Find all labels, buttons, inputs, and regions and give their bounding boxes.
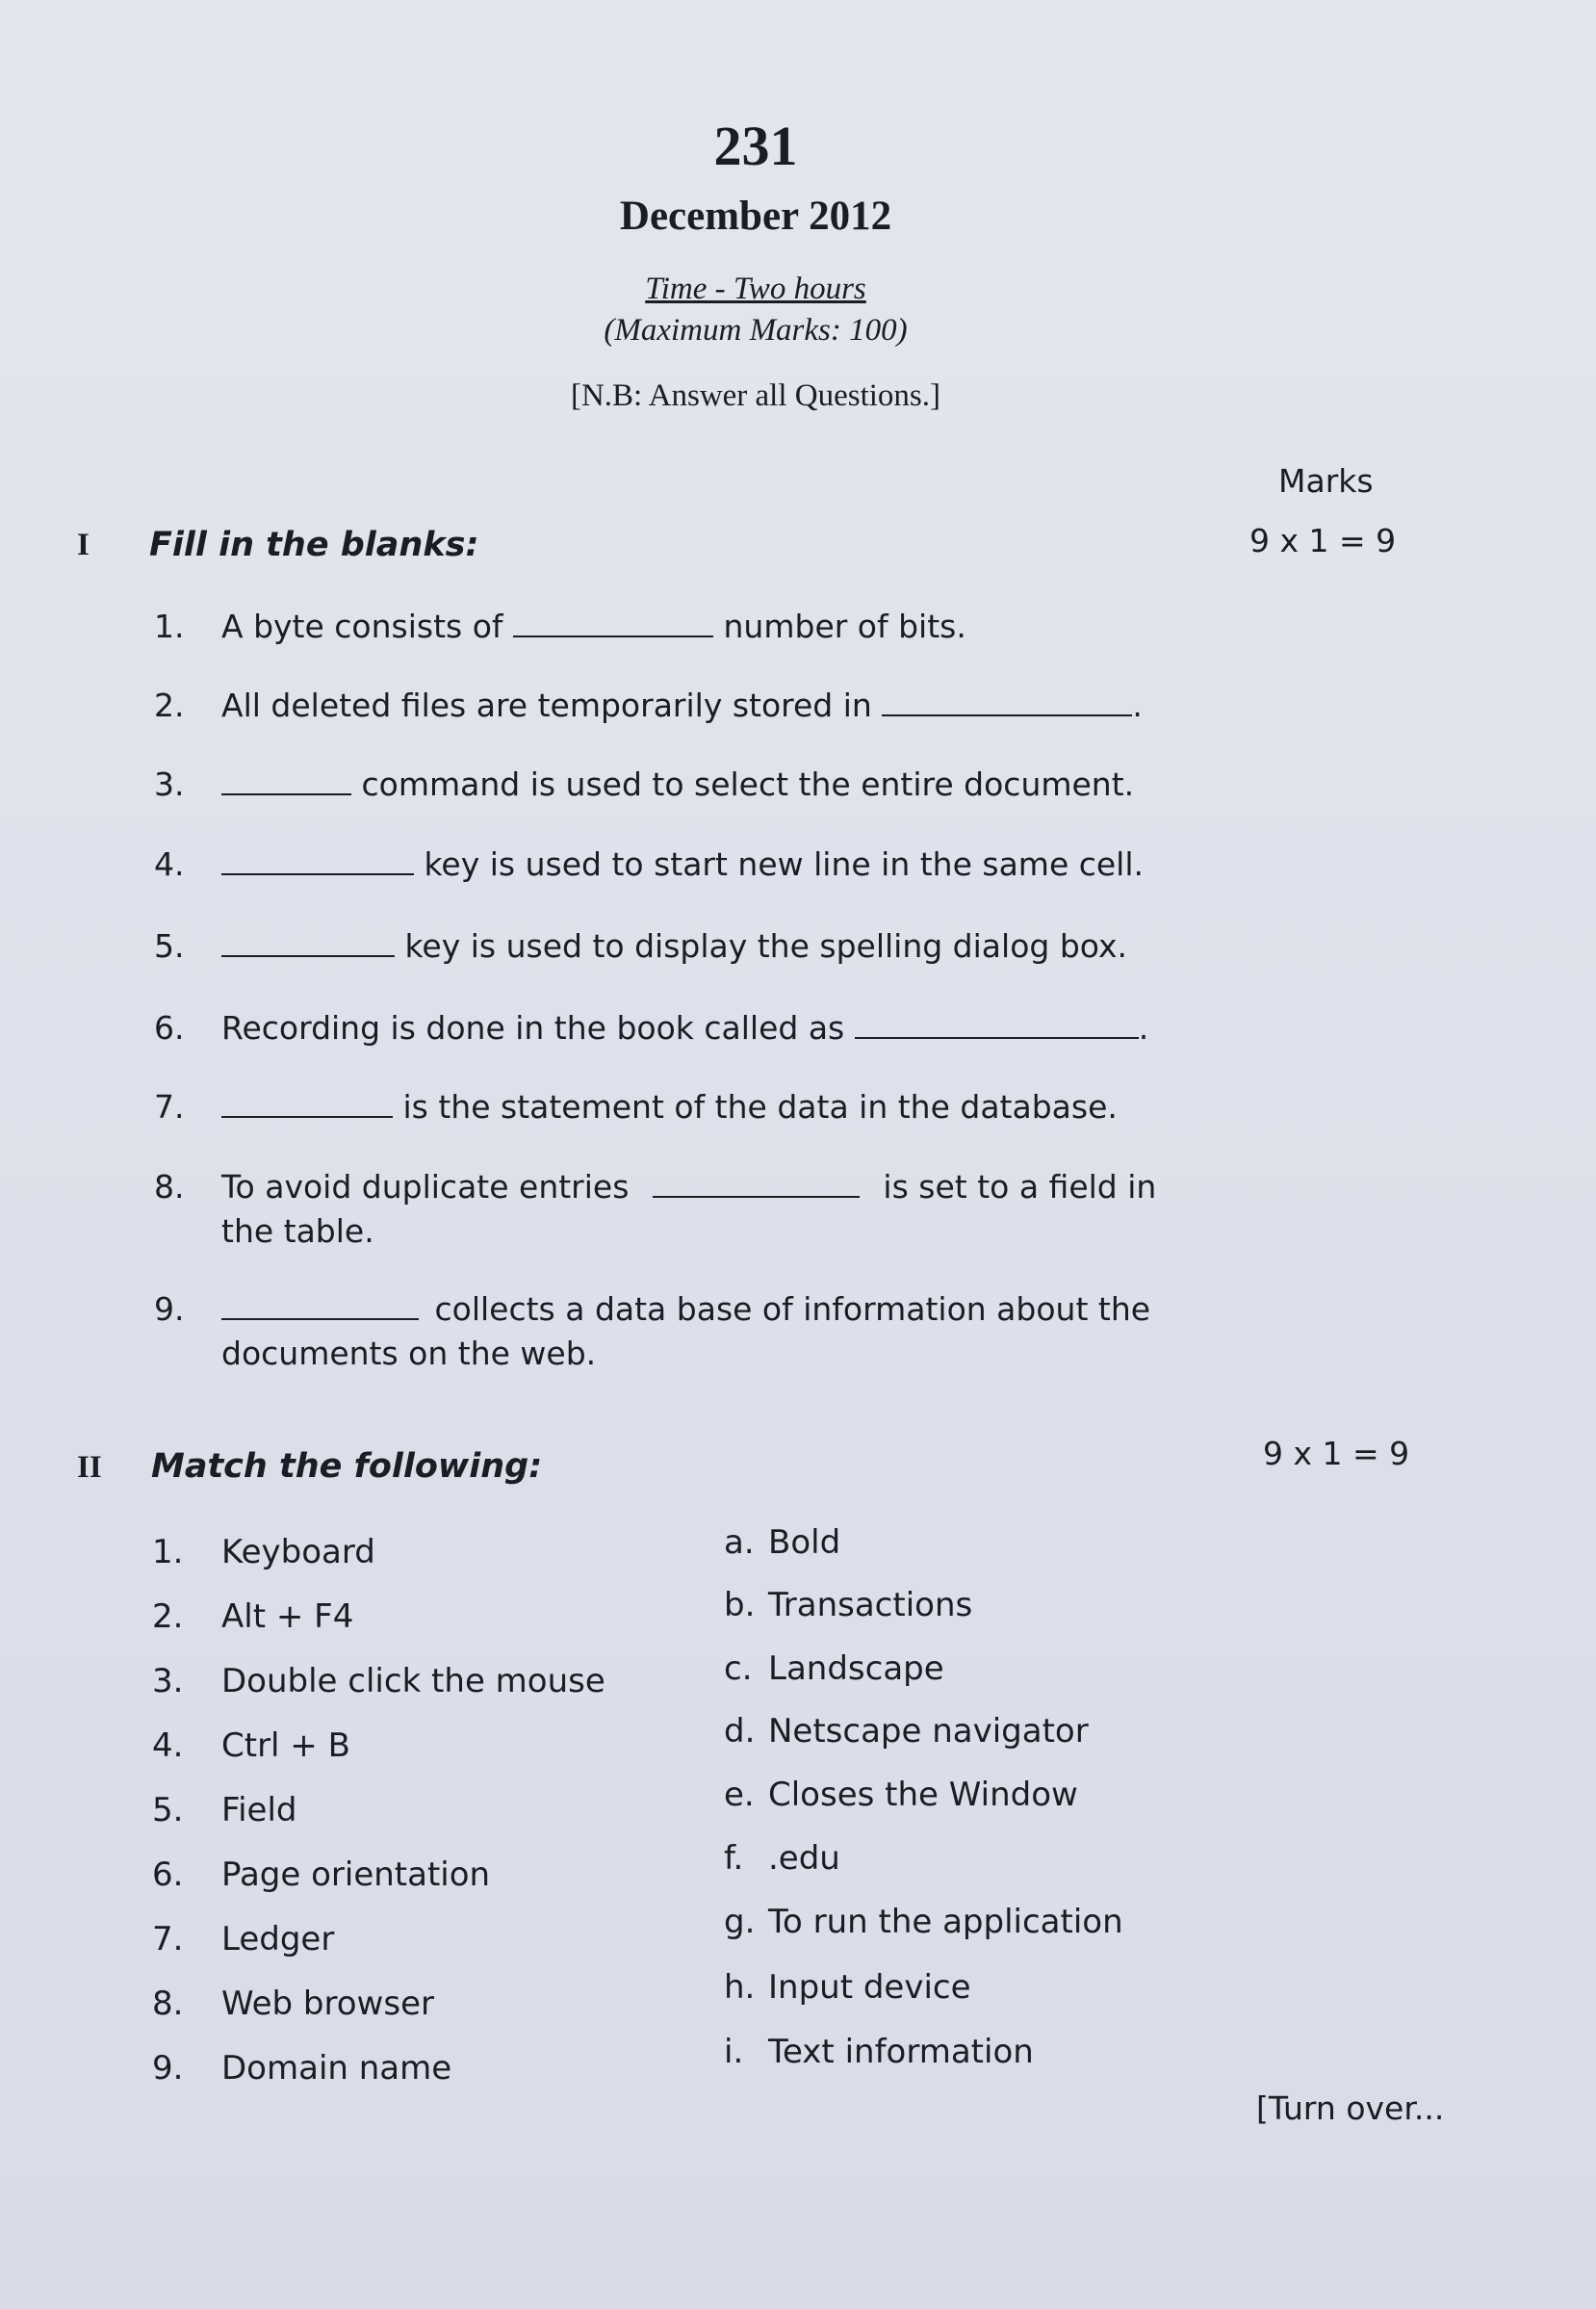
question-text-before: All deleted files are temporarily stored in [221, 687, 872, 724]
item-text: .edu [768, 1839, 840, 1878]
item-letter: c. [724, 1649, 753, 1688]
item-text: Transactions [768, 1586, 973, 1624]
fill-question-4 [154, 843, 1144, 887]
question-text-before: To avoid duplicate entries [221, 1168, 630, 1206]
match-right-item-f [724, 1839, 840, 1878]
question-number: 7. [154, 1088, 185, 1126]
item-number: 5. [152, 1791, 184, 1829]
match-left-item-8 [152, 1985, 434, 2023]
question-text-after: command is used to select the entire document. [361, 765, 1135, 803]
question-number: 2. [154, 687, 185, 724]
item-number: 6. [152, 1855, 184, 1894]
answer-blank [221, 1291, 419, 1320]
answer-blank [653, 1169, 860, 1198]
match-left-item-1 [152, 1533, 375, 1571]
match-left-item-5 [152, 1791, 296, 1829]
item-text: Field [221, 1791, 297, 1829]
item-letter: f. [724, 1839, 744, 1878]
answer-blank [855, 1010, 1139, 1039]
question-text-before: A byte consists of [221, 608, 503, 645]
item-text: Web browser [221, 1985, 434, 2023]
item-text: Ctrl + B [221, 1726, 350, 1765]
item-letter: e. [724, 1776, 755, 1814]
answer-blank [221, 928, 395, 957]
section-1-title: Fill in the blanks: [149, 526, 479, 564]
paper-code: 231 [713, 115, 798, 177]
item-text: Alt + F4 [221, 1597, 354, 1636]
question-text-continuation: the table. [221, 1212, 374, 1250]
question-text-before: Recording is done in the book called as [221, 1009, 845, 1047]
turn-over-note: [Turn over... [1256, 2089, 1445, 2127]
question-number: 1. [154, 608, 185, 645]
item-number: 2. [152, 1597, 184, 1636]
match-right-item-d [724, 1712, 1089, 1751]
question-text-after: . [1138, 1009, 1149, 1047]
match-right-item-g [724, 1903, 1123, 1941]
section-1-marks: 9 x 1 = 9 [1249, 522, 1397, 559]
item-text: Ledger [221, 1920, 335, 1959]
match-right-item-a [724, 1523, 840, 1562]
fill-question-6 [154, 1006, 1148, 1051]
fill-question-8 [154, 1165, 1156, 1254]
fill-question-7 [154, 1085, 1118, 1129]
answer-blank [513, 609, 713, 637]
question-text-after: . [1132, 687, 1143, 724]
item-text: Closes the Window [768, 1776, 1078, 1814]
fill-question-9 [154, 1287, 1150, 1376]
section-1-number: I [77, 528, 90, 562]
fill-question-3 [154, 763, 1134, 807]
item-letter: h. [724, 1968, 756, 2007]
match-left-item-4 [152, 1726, 350, 1765]
match-left-item-6 [152, 1855, 490, 1894]
question-text-after: is the statement of the data in the database. [402, 1088, 1118, 1126]
match-right-item-b [724, 1586, 972, 1624]
question-text-after: key is used to start new line in the same cell. [424, 845, 1145, 883]
fill-question-1 [154, 605, 966, 649]
item-letter: i. [724, 2033, 744, 2071]
item-text: Input device [768, 1968, 971, 2007]
answer-blank [221, 766, 351, 795]
item-letter: g. [724, 1903, 756, 1941]
item-text: Bold [768, 1523, 841, 1562]
fill-question-2 [154, 684, 1143, 728]
item-number: 4. [152, 1726, 184, 1765]
answer-blank [221, 1089, 393, 1118]
item-number: 9. [152, 2049, 184, 2088]
item-text: Landscape [768, 1649, 944, 1688]
match-left-item-7 [152, 1920, 334, 1959]
item-number: 3. [152, 1662, 184, 1700]
item-letter: b. [724, 1586, 756, 1624]
instruction-note: [N.B: Answer all Questions.] [570, 378, 941, 413]
question-number: 5. [154, 927, 185, 965]
question-number: 3. [154, 765, 185, 803]
marks-column-heading: Marks [1278, 462, 1374, 500]
item-letter: d. [724, 1712, 756, 1751]
item-number: 1. [152, 1533, 184, 1571]
item-text: Keyboard [221, 1533, 375, 1571]
exam-date: December 2012 [619, 194, 892, 239]
match-right-item-h [724, 1968, 971, 2007]
match-left-item-3 [152, 1662, 605, 1700]
question-number: 9. [154, 1290, 185, 1328]
section-2-number: II [77, 1450, 102, 1485]
fill-question-5 [154, 924, 1127, 969]
item-number: 8. [152, 1985, 184, 2023]
question-number: 6. [154, 1009, 185, 1047]
item-text: Netscape navigator [768, 1712, 1089, 1751]
answer-blank [882, 688, 1132, 716]
question-number: 4. [154, 845, 185, 883]
exam-time: Time - Two hours [645, 272, 866, 306]
question-text-after: collects a data base of information about the [434, 1290, 1151, 1328]
item-text: Double click the mouse [221, 1662, 605, 1700]
question-text-after: number of bits. [723, 608, 966, 645]
item-text: Text information [768, 2033, 1034, 2071]
question-text-after: is set to a field in [883, 1168, 1157, 1206]
match-right-item-e [724, 1776, 1078, 1814]
item-text: To run the application [768, 1903, 1123, 1941]
section-2-marks: 9 x 1 = 9 [1263, 1435, 1410, 1472]
answer-blank [221, 846, 414, 875]
match-left-item-2 [152, 1597, 353, 1636]
item-letter: a. [724, 1523, 755, 1562]
item-number: 7. [152, 1920, 184, 1959]
question-text-after: key is used to display the spelling dialog box. [404, 927, 1127, 965]
match-right-item-i [724, 2033, 1034, 2071]
question-text-continuation: documents on the web. [221, 1335, 597, 1372]
match-right-item-c [724, 1649, 944, 1688]
section-2-title: Match the following: [151, 1447, 543, 1486]
item-text: Page orientation [221, 1855, 491, 1894]
maximum-marks: (Maximum Marks: 100) [604, 313, 908, 348]
question-number: 8. [154, 1168, 185, 1206]
match-left-item-9 [152, 2049, 451, 2088]
item-text: Domain name [221, 2049, 452, 2088]
